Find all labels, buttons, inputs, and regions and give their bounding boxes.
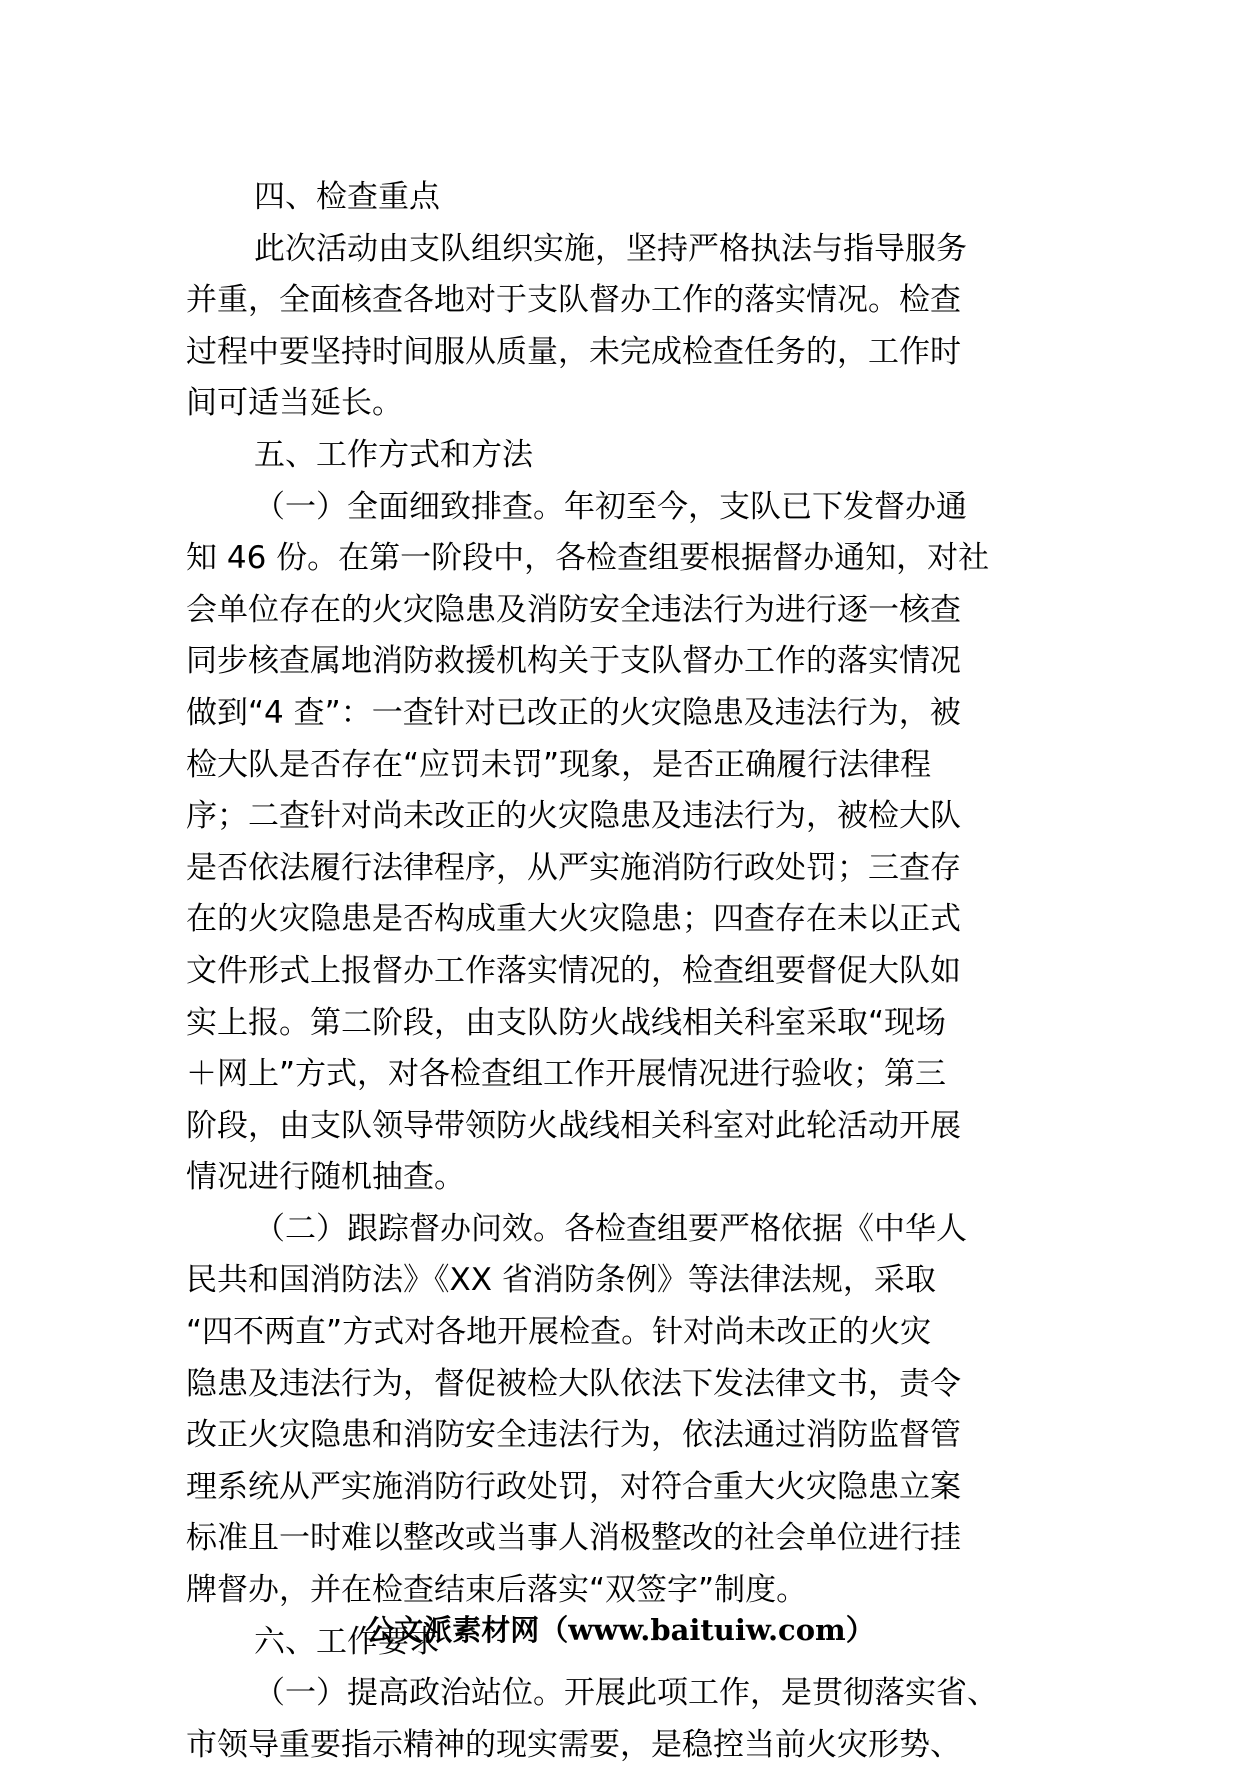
paragraph-line: 文件形式上报督办工作落实情况的，检查组要督促大队如	[186, 952, 961, 989]
paragraph-line: 改正火灾隐患和消防安全违法行为，依法通过消防监督管	[186, 1417, 961, 1454]
paragraph-line: 实上报。第二阶段，由支队防火战线相关科室采取“现场	[186, 1004, 947, 1041]
footer-watermark-text: 公文派素材网（www.baituiw.com）	[365, 1613, 875, 1647]
paragraph-line: 过程中要坚持时间服从质量，未完成检查任务的，工作时	[186, 333, 961, 370]
paragraph-line: 并重，全面核查各地对于支队督办工作的落实情况。检查	[186, 282, 961, 319]
paragraph-line: 知 46 份。在第一阶段中，各检查组要根据督办通知，对社	[186, 540, 990, 577]
paragraph-line: 民共和国消防法》《XX 省消防条例》等法律法规，采取	[186, 1262, 936, 1299]
paragraph-line: “四不两直”方式对各地开展检查。针对尚未改正的火灾	[186, 1314, 932, 1351]
paragraph-line: 做到“4 查”：一查针对已改正的火灾隐患及违法行为，被	[186, 694, 961, 731]
section-heading-4: 四、检查重点	[254, 179, 440, 215]
paragraph-line: 是否依法履行法律程序，从严实施消防行政处罚；三查存	[186, 849, 961, 886]
paragraph-line: 情况进行随机抽查。	[186, 1159, 465, 1196]
paragraph-line: ＋网上”方式，对各检查组工作开展情况进行验收；第三	[186, 1056, 947, 1093]
paragraph-line: 标准且一时难以整改或当事人消极整改的社会单位进行挂	[186, 1520, 961, 1557]
paragraph-line: （一）提高政治站位。开展此项工作，是贯彻落实省、	[254, 1675, 998, 1712]
paragraph-line: 检大队是否存在“应罚未罚”现象，是否正确履行法律程	[186, 746, 932, 783]
document-body	[186, 172, 1066, 1771]
paragraph-line: 序；二查针对尚未改正的火灾隐患及违法行为，被检大队	[186, 798, 961, 835]
paragraph-line: 市领导重要指示精神的现实需要，是稳控当前火灾形势、	[186, 1726, 961, 1763]
paragraph-line: 理系统从严实施消防行政处罚，对符合重大火灾隐患立案	[186, 1468, 961, 1505]
paragraph-line: 隐患及违法行为，督促被检大队依法下发法律文书，责令	[186, 1365, 961, 1402]
paragraph-line: 同步核查属地消防救援机构关于支队督办工作的落实情况	[186, 643, 961, 680]
paragraph-line: （二）跟踪督办问效。各检查组要严格依据《中华人	[254, 1210, 967, 1247]
paragraph-line: 间可适当延长。	[186, 385, 403, 422]
paragraph-line: 此次活动由支队组织实施，坚持严格执法与指导服务	[254, 230, 967, 267]
paragraph-line: 阶段，由支队领导带领防火战线相关科室对此轮活动开展	[186, 1107, 961, 1144]
section-heading-5: 五、工作方式和方法	[254, 436, 533, 473]
paragraph-line: 在的火灾隐患是否构成重大火灾隐患；四查存在未以正式	[186, 901, 961, 938]
paragraph-line: （一）全面细致排查。年初至今，支队已下发督办通	[254, 488, 967, 525]
paragraph-line: 牌督办，并在检查结束后落实“双签字”制度。	[186, 1572, 808, 1609]
section-heading-6: 六、工作要求	[254, 1623, 440, 1660]
paragraph-line: 会单位存在的火灾隐患及消防安全违法行为进行逐一核查	[186, 591, 961, 628]
